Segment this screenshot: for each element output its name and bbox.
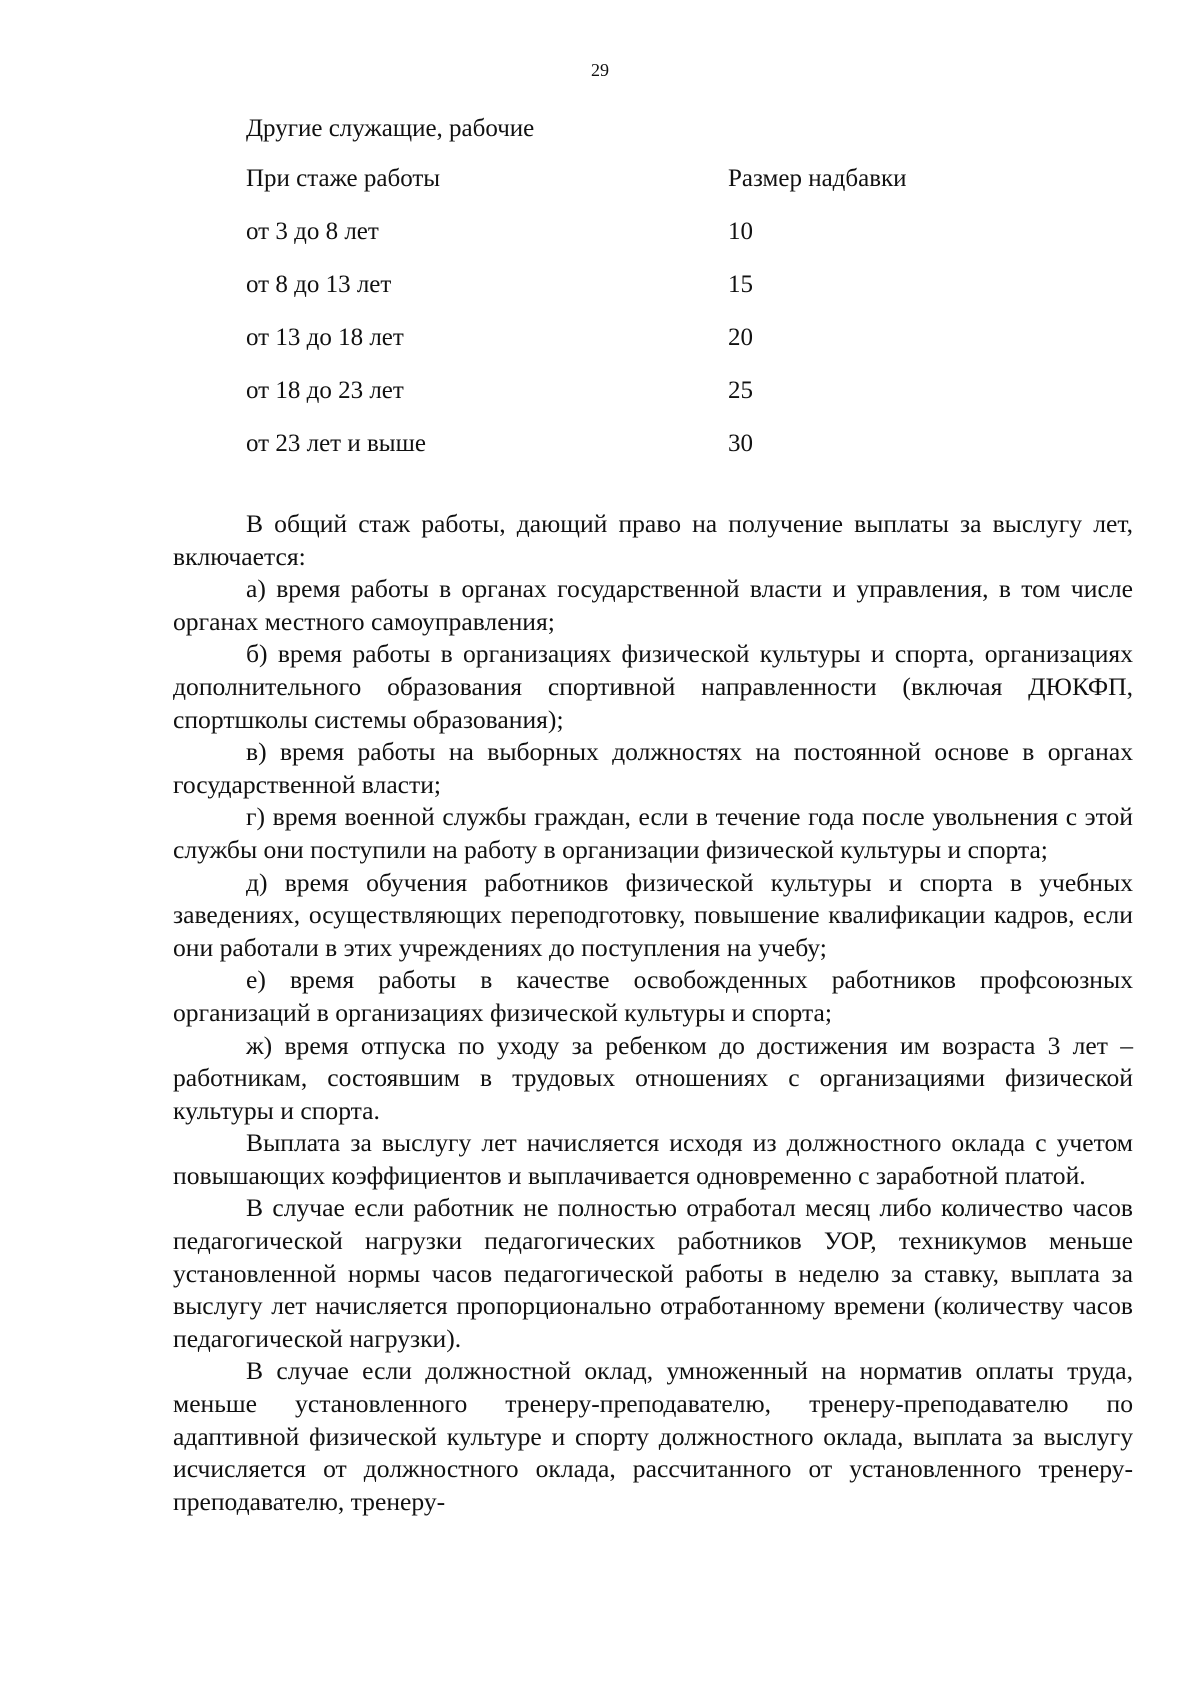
table-cell-experience: от 8 до 13 лет — [246, 271, 392, 298]
page-number: 29 — [591, 60, 609, 80]
paragraph-payment-basis: Выплата за выслугу лет начисляется исходя из должностного оклада с учетом повышающих коэффициентов и выплачивается одновременно с заработной платой. — [173, 1128, 1133, 1190]
paragraph-salary-below-norm: В случае если должностной оклад, умноженный на норматив оплаты труда, меньше установленного тренеру-преподавателю, тренеру-преподавателю по адаптивной физической культуре и спорту должностного оклада, выплата за выслугу исчисляется от должностного оклада, рассчитанного от установленного тренеру-преподавателю, тренеру- — [173, 1356, 1133, 1516]
paragraph-item-v: в) время работы на выборных должностях на постоянной основе в органах государственной власти; — [173, 737, 1133, 799]
table-header — [246, 163, 1006, 195]
table-cell-bonus: 10 — [728, 218, 753, 245]
paragraph-item-d: д) время обучения работников физической культуры и спорта в учебных заведениях, осуществляющих переподготовку, повышение квалификации кадров, если они работали в этих учреждениях до поступления на учебу; — [173, 867, 1133, 962]
table-cell-bonus: 15 — [728, 271, 753, 298]
table-cell-bonus: 20 — [728, 324, 753, 351]
table-row — [246, 216, 1006, 248]
table-row — [246, 375, 1006, 407]
paragraph-item-g: г) время военной службы граждан, если в течение года после увольнения с этой службы они поступили на работу в организации физической культуры и спорта; — [173, 802, 1133, 864]
paragraph-intro: В общий стаж работы, дающий право на получение выплаты за выслугу лет, включается: — [173, 509, 1133, 571]
table-cell-bonus: 25 — [728, 377, 753, 404]
paragraph-partial-month: В случае если работник не полностью отработал месяц либо количество часов педагогической нагрузки педагогических работников УОР, техникумов меньше установленной нормы часов педагогической работы в неделю за ставку, выплата за выслугу лет начисляется пропорционально отработанному времени (количеству часов педагогической нагрузки). — [173, 1193, 1133, 1353]
table-cell-experience: от 13 до 18 лет — [246, 324, 404, 351]
table-cell-experience: от 23 лет и выше — [246, 430, 426, 457]
paragraph-item-zh: ж) время отпуска по уходу за ребенком до достижения им возраста 3 лет – работникам, состоявшим в трудовых отношениях с организациями физической культуры и спорта. — [173, 1030, 1133, 1125]
body-text — [173, 508, 1133, 1518]
table-row — [246, 322, 1006, 354]
table-cell-experience: от 3 до 8 лет — [246, 218, 379, 245]
section-heading: Другие служащие, рабочие — [246, 115, 535, 142]
paragraph-item-a: а) время работы в органах государственной власти и управления, в том числе органах местного самоуправления; — [173, 574, 1133, 636]
paragraph-item-e: е) время работы в качестве освобожденных работников профсоюзных организаций в организациях физической культуры и спорта; — [173, 965, 1133, 1027]
table-cell-bonus: 30 — [728, 430, 753, 457]
paragraph-item-b: б) время работы в организациях физической культуры и спорта, организациях дополнительного образования спортивной направленности (включая ДЮКФП, спортшколы системы образования); — [173, 639, 1133, 734]
table-cell-experience: от 18 до 23 лет — [246, 377, 404, 404]
table-header-experience: При стаже работы — [246, 165, 441, 192]
table-row — [246, 269, 1006, 301]
table-row — [246, 428, 1006, 460]
table-header-bonus: Размер надбавки — [728, 165, 907, 192]
